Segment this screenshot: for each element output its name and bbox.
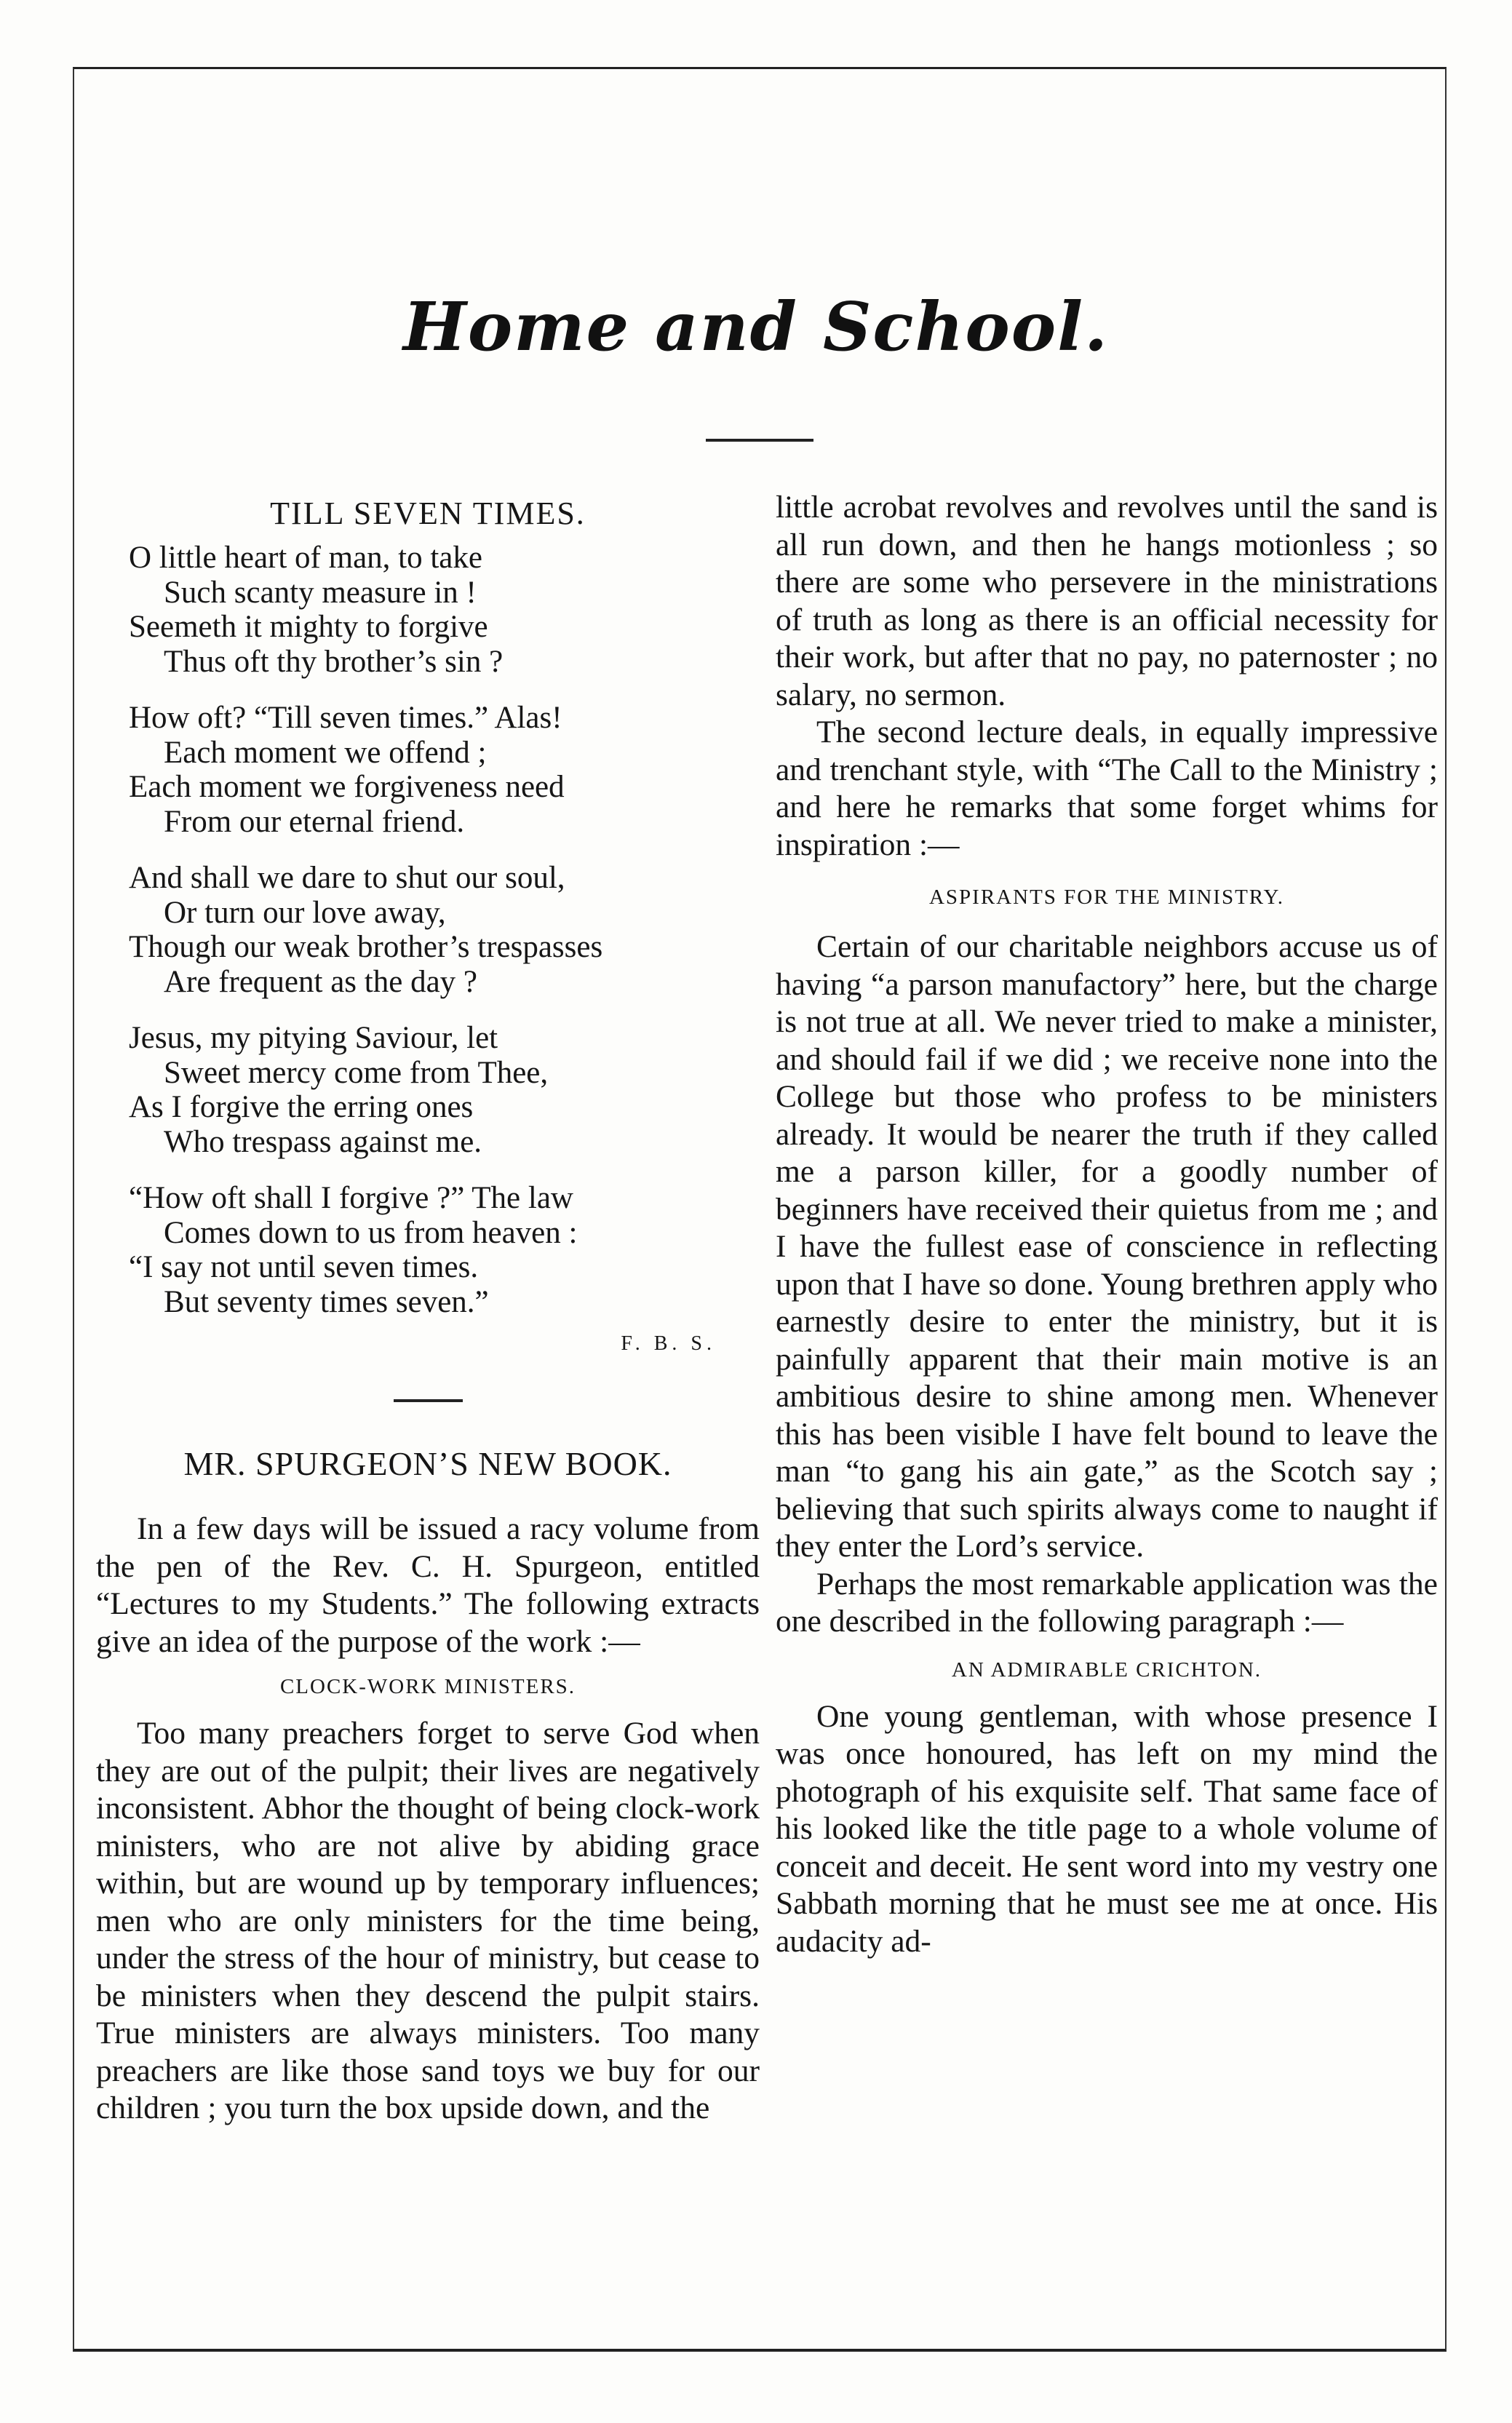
- poem-line: Seemeth it mighty to forgive: [129, 610, 488, 644]
- poem-line: Who trespass against me.: [164, 1124, 482, 1159]
- poem-line: Each moment we forgiveness need: [129, 770, 565, 804]
- left-column: [96, 489, 760, 2128]
- poem-stanza: [129, 1021, 760, 1159]
- poem-line: But seventy times seven.”: [164, 1284, 489, 1319]
- poem-line: “How oft shall I forgive ?” The law: [129, 1181, 573, 1215]
- article-paragraph: Perhaps the most remarkable application was the one described in the following paragraph :—: [776, 1566, 1438, 1639]
- section-divider: [394, 1399, 463, 1402]
- poem-line: Comes down to us from heaven :: [164, 1215, 578, 1250]
- poem-title: TILL SEVEN TIMES.: [270, 496, 586, 531]
- article-paragraph: Too many preachers forget to serve God when they are out of the pulpit; their lives are negatively inconsistent. Abhor the thought of being clock-work ministers, who are not alive by abiding grace within, but are wound up by temporary influences; men who are only ministers for the time being, under the stress of the hour of ministry, but cease to be ministers when they descend the pulpit stairs. True ministers are always ministers. Too many preachers are like those sand toys we buy for our children ; you turn the box upside down, and the: [96, 1716, 760, 2125]
- poem-line: O little heart of man, to take: [129, 541, 482, 575]
- article-title: MR. SPURGEON’S NEW BOOK.: [183, 1445, 672, 1482]
- poem-stanza: [129, 701, 760, 839]
- poem-line: From our eternal friend.: [164, 804, 465, 839]
- article-paragraph-continued: little acrobat revolves and revolves until the sand is all run down, and then he hangs motionless ; so there are some who persevere in the ministrations of truth as long as there is an official necessity for their work, but after that no pay, no paternoster ; no salary, no sermon.: [776, 490, 1438, 712]
- poem-signature: F. B. S.: [621, 1332, 716, 1355]
- poem-line: Though our weak brother’s trespasses: [129, 930, 603, 964]
- poem-line: Such scanty measure in !: [164, 575, 477, 610]
- poem-line: Or turn our love away,: [164, 895, 446, 930]
- poem-line: Thus oft thy brother’s sin ?: [164, 644, 504, 679]
- article-paragraph: One young gentleman, with whose presence I was once honoured, has left on my mind the photograph of his exquisite self. That same face of his looked like the title page to a whole volume of conceit and deceit. He sent word into my vestry one Sabbath morning that he must see me at once. His audacity ad-: [776, 1698, 1438, 1959]
- poem-stanza: [129, 541, 760, 679]
- subheading-aspirants: ASPIRANTS FOR THE MINISTRY.: [928, 886, 1285, 909]
- article-paragraph: The second lecture deals, in equally impressive and trenchant style, with “The Call to the Ministry ; and here he remarks that some forget whims for inspiration :—: [776, 715, 1438, 862]
- poem-line: How oft? “Till seven times.” Alas!: [129, 701, 562, 735]
- poem-line: And shall we dare to shut our soul,: [129, 861, 565, 895]
- subheading-clock-work: CLOCK-WORK MINISTERS.: [279, 1675, 576, 1698]
- subheading-crichton: AN ADMIRABLE CRICHTON.: [951, 1658, 1262, 1682]
- poem-stanza: [129, 1181, 760, 1319]
- masthead-title: Home and School.: [402, 287, 1110, 366]
- poem-line: Sweet mercy come from Thee,: [164, 1055, 549, 1090]
- poem-line: “I say not until seven times.: [129, 1250, 479, 1284]
- masthead-rule: [706, 439, 813, 442]
- poem-line: As I forgive the erring ones: [129, 1090, 474, 1124]
- poem-line: Are frequent as the day ?: [164, 964, 477, 999]
- right-column: [776, 489, 1438, 1960]
- poem-stanza: [129, 861, 760, 999]
- poem-line: Jesus, my pitying Saviour, let: [129, 1021, 498, 1055]
- poem-line: Each moment we offend ;: [164, 735, 487, 770]
- article-paragraph: Certain of our charitable neighbors accuse us of having “a parson manufactory” here, but the charge is not true at all. We never tried to make a minister, and should fail if we did ; we receive none into the College but those who profess to be ministers already. It would be nearer the truth if they called me a parson killer, for a goodly number of beginners have received their quietus from me ; and I have the fullest ease of conscience in reflecting upon that I have so done. Young brethren apply who earnestly desire to enter the ministry, but it is painfully apparent that their main motive is an ambitious desire to shine among men. Whenever this has been visible I have felt bound to leave the man “to gang his ain gate,” as the Scotch say ; believing that such spirits always come to naught if they enter the Lord’s service.: [776, 929, 1438, 1564]
- article-intro: In a few days will be issued a racy volume from the pen of the Rev. C. H. Spurgeon, entitled “Lectures to my Students.” The following extracts give an idea of the purpose of the work :—: [96, 1511, 760, 1659]
